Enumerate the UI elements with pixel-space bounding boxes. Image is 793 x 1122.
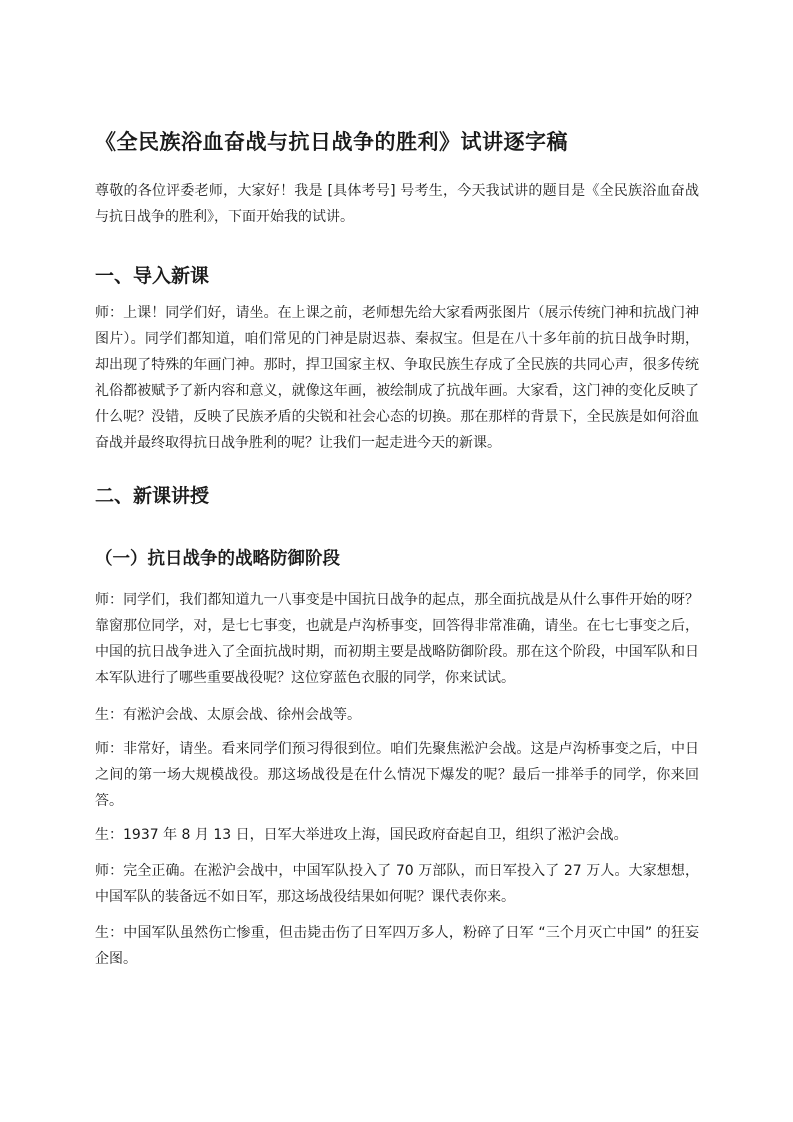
dialogue-paragraph: 生：中国军队虽然伤亡惨重，但击毙击伤了日军四万多人，粉碎了日军 “三个月灭亡中国” 的狂妄企图。: [95, 925, 699, 967]
dialogue-paragraph: 生：有淞沪会战、太原会战、徐州会战等。: [95, 707, 361, 723]
section-heading-lecture: 二、新课讲授: [95, 485, 210, 507]
dialogue-paragraph: 师：同学们，我们都知道九一八事变是中国抗日战争的起点，那全面抗战是从什么事件开始的呀？靠窗那位同学，对，是七七事变，也就是卢沟桥事变，回答得非常准确，请坐。在七七事变之后，中国的抗日战争进入了全面抗战时期，而初期主要是战略防御阶段。那在这个阶段，中国军队和日本军队进行了哪些重要战役呢？这位穿蓝色衣服的同学，你来试试。: [95, 592, 699, 686]
document-title: 《全民族浴血奋战与抗日战争的胜利》试讲逐字稿: [95, 130, 568, 154]
dialogue-paragraph: 师：完全正确。在淞沪会战中，中国军队投入了 70 万部队，而日军投入了 27 万人。大家想想，中国军队的装备远不如日军，那这场战役结果如何呢？课代表你来。: [95, 863, 699, 905]
intro-lesson-paragraph: 师：上课！同学们好，请坐。在上课之前，老师想先给大家看两张图片（展示传统门神和抗战门神图片）。同学们都知道，咱们常见的门神是尉迟恭、秦叔宝。但是在八十多年前的抗日战争时期，却出现了特殊的年画门神。那时，捍卫国家主权、争取民族生存成了全民族的共同心声，很多传统礼俗都被赋予了新内容和意义，就像这年画，被绘制成了抗战年画。大家看，这门神的变化反映了什么呢？没错，反映了民族矛盾的尖锐和社会心态的切换。那在那样的背景下，全民族是如何浴血奋战并最终取得抗日战争胜利的呢？让我们一起走进今天的新课。: [95, 305, 699, 451]
intro-paragraph: 尊敬的各位评委老师，大家好！我是 [具体考号] 号考生，今天我试讲的题目是《全民族浴血奋战与抗日战争的胜利》，下面开始我的试讲。: [95, 183, 699, 225]
section-heading-intro: 一、导入新课: [95, 265, 210, 287]
subsection-heading-defense: （一）抗日战争的战略防御阶段: [95, 549, 340, 569]
dialogue-paragraph: 师：非常好，请坐。看来同学们预习得很到位。咱们先聚焦淞沪会战。这是卢沟桥事变之后，中日之间的第一场大规模战役。那这场战役是在什么情况下爆发的呢？最后一排举手的同学，你来回答。: [95, 741, 699, 809]
dialogue-paragraph: 生：1937 年 8 月 13 日，日军大举进攻上海，国民政府奋起自卫，组织了淞沪会战。: [95, 827, 628, 843]
